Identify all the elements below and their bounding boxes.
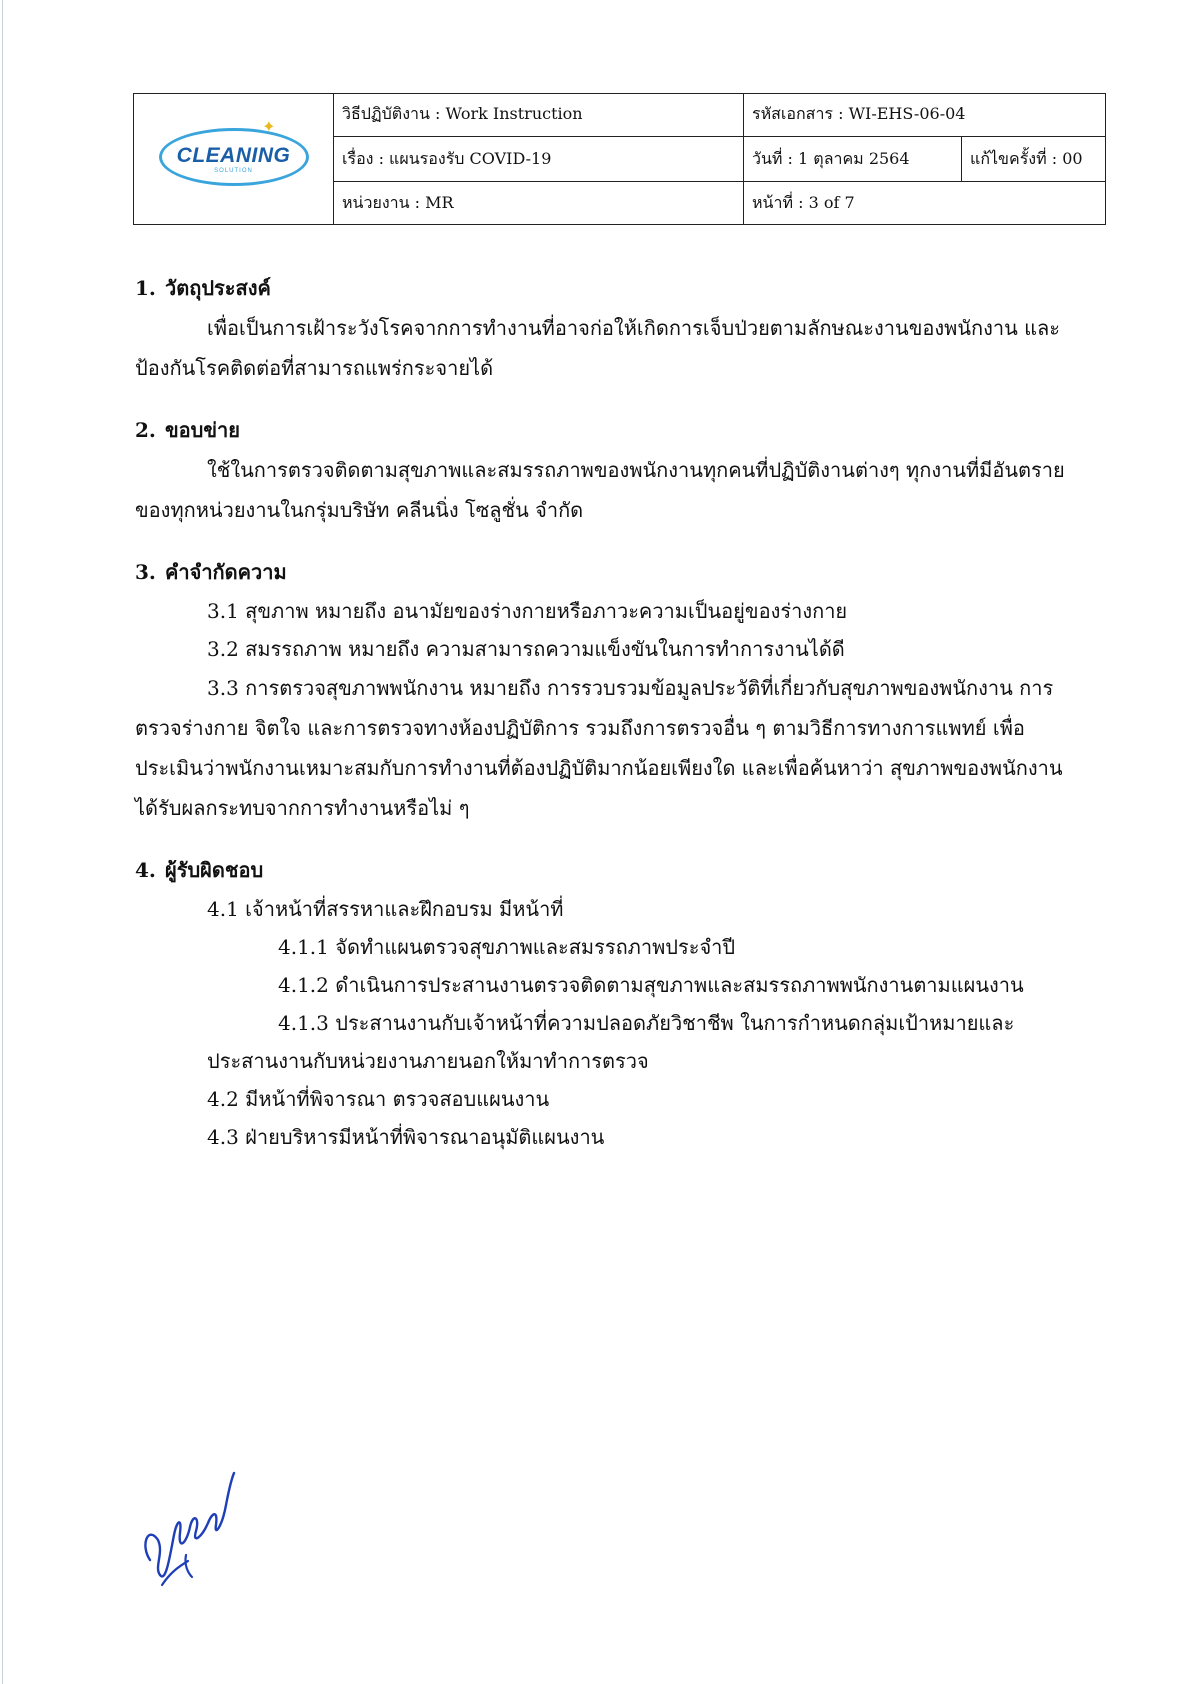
section-heading [135,850,1075,890]
section-paragraph: เพื่อเป็นการเฝ้าระวังโรคจากการทำงานที่อาจก่อให้เกิดการเจ็บป่วยตามลักษณะงานของพนักงาน และป้องกันโรคติดต่อที่สามารถแพร่กระจายได้ [135,316,1061,380]
section-heading [135,552,1075,592]
section-number: 1. [135,276,156,300]
handwritten-signature [130,1465,240,1595]
page-edge-line [2,0,3,1684]
document-body [135,268,1075,1156]
responsibility-subitem-continued: ประสานงานกับหน่วยงานภายนอกให้มาทำการตรวจ [207,1049,649,1073]
section-title: ขอบข่าย [165,418,240,442]
definition-item: 3.3 การตรวจสุขภาพพนักงาน หมายถึง การรวบรวมข้อมูลประวัติที่เกี่ยวกับสุขภาพของพนักงาน การตรวจร่างกาย จิตใจ และการตรวจทางห้องปฏิบัติการ รวมถึงการตรวจอื่น ๆ ตามวิธีการทางการแพทย์ เพื่อประเมินว่าพนักงานเหมาะสมกับการทำงานที่ต้องปฏิบัติมากน้อยเพียงใด และเพื่อค้นหาว่า สุขภาพของพนักงานได้รับผลกระทบจากการทำงานหรือไม่ ๆ [135,676,1063,820]
section-scope [135,410,1075,530]
logo-wordmark: CLEANING [176,144,291,167]
section-title: วัตถุประสงค์ [165,276,271,300]
page-number-cell: หน้าที่ : 3 of 7 [744,182,1106,225]
responsibility-subitem: 4.1.1 จัดทำแผนตรวจสุขภาพและสมรรถภาพประจำปี [278,935,736,959]
section-definitions [135,552,1075,828]
logo-cell [134,94,334,225]
definition-item: 3.1 สุขภาพ หมายถึง อนามัยของร่างกายหรือภาวะความเป็นอยู่ของร่างกาย [207,599,848,623]
section-number: 4. [135,858,156,882]
section-heading [135,410,1075,450]
responsibility-item: 4.3 ฝ่ายบริหารมีหน้าที่พิจารณาอนุมัติแผนงาน [207,1125,605,1149]
responsibility-item: 4.2 มีหน้าที่พิจารณา ตรวจสอบแผนงาน [207,1087,550,1111]
subject-cell: เรื่อง : แผนรองรับ COVID-19 [334,136,744,181]
responsibility-subitem: 4.1.3 ประสานงานกับเจ้าหน้าที่ความปลอดภัยวิชาชีพ ในการกำหนดกลุ่มเป้าหมายและ [278,1011,1015,1035]
responsibility-item: 4.1 เจ้าหน้าที่สรรหาและฝึกอบรม มีหน้าที่ [207,897,564,921]
responsibility-subitem: 4.1.2 ดำเนินการประสานงานตรวจติดตามสุขภาพและสมรรถภาพพนักงานตามแผนงาน [278,973,1024,997]
sparkle-icon: ✦ [262,117,276,136]
section-objective [135,268,1075,388]
company-logo [159,117,309,186]
section-paragraph: ใช้ในการตรวจติดตามสุขภาพและสมรรถภาพของพนักงานทุกคนที่ปฏิบัติงานต่างๆ ทุกงานที่มีอันตรายของทุกหน่วยงานในกรุ่มบริษัท คลีนนิ่ง โซลูชั่น จำกัด [135,458,1065,522]
document-header-table [133,93,1106,225]
date-cell: วันที่ : 1 ตุลาคม 2564 [744,136,962,181]
definition-item: 3.2 สมรรถภาพ หมายถึง ความสามารถความแข็งขันในการทำการงานได้ดี [207,637,845,661]
section-title: คำจำกัดความ [165,560,287,584]
section-responsibility [135,850,1075,1156]
section-number: 2. [135,418,156,442]
method-cell: วิธีปฏิบัติงาน : Work Instruction [334,94,744,137]
department-cell: หน่วยงาน : MR [334,182,744,225]
section-heading [135,268,1075,308]
logo-subtext: SOLUTION [214,168,253,174]
section-number: 3. [135,560,156,584]
section-title: ผู้รับผิดชอบ [165,858,264,882]
revision-cell: แก้ไขครั้งที่ : 00 [962,136,1106,181]
doc-code-cell: รหัสเอกสาร : WI-EHS-06-04 [744,94,1106,137]
